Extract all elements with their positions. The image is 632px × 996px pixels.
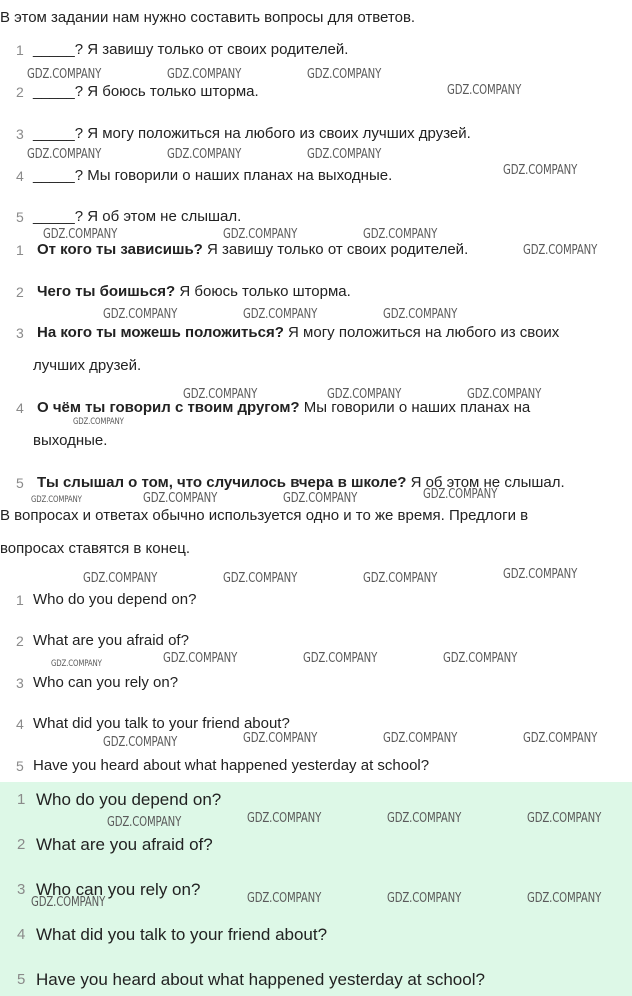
watermark: GDZ.COMPANY — [83, 571, 158, 586]
question-bold: На кого ты можешь положиться? — [37, 324, 284, 341]
answer-continuation: выходные. — [33, 432, 108, 449]
list-item: What did you talk to your friend about? — [33, 715, 290, 732]
list-item: Who can you rely on? — [36, 880, 201, 899]
list-number: 1 — [17, 791, 26, 808]
answer-text: Я могу положиться на любого из своих — [283, 324, 560, 341]
list-number: 4 — [16, 400, 24, 416]
list-number: 4 — [17, 926, 26, 943]
watermark: GDZ.COMPANY — [51, 659, 102, 669]
watermark: GDZ.COMPANY — [303, 651, 378, 666]
list-number: 3 — [17, 881, 26, 898]
list-item: _____? Я боюсь только шторма. — [33, 83, 259, 100]
watermark: GDZ.COMPANY — [527, 811, 602, 826]
watermark: GDZ.COMPANY — [167, 67, 242, 82]
list-item — [37, 324, 559, 342]
watermark: GDZ.COMPANY — [103, 735, 178, 750]
list-item: _____? Я завишу только от своих родителей. — [33, 41, 349, 58]
list-item — [37, 399, 530, 417]
answer-text: Я завишу только от своих родителей. — [202, 241, 469, 258]
watermark: GDZ.COMPANY — [73, 417, 124, 427]
list-number: 4 — [16, 168, 24, 184]
list-number: 1 — [16, 42, 24, 58]
list-number: 3 — [16, 675, 24, 691]
question-bold: От кого ты зависишь? — [37, 241, 203, 258]
list-number: 2 — [16, 633, 24, 649]
watermark: GDZ.COMPANY — [283, 491, 358, 506]
watermark: GDZ.COMPANY — [387, 891, 462, 906]
answer-text: Мы говорили о наших планах на — [299, 399, 531, 416]
list-number: 5 — [16, 209, 24, 225]
watermark: GDZ.COMPANY — [423, 487, 498, 502]
watermark: GDZ.COMPANY — [363, 571, 438, 586]
watermark: GDZ.COMPANY — [247, 891, 322, 906]
list-number: 2 — [16, 284, 24, 300]
watermark: GDZ.COMPANY — [443, 651, 518, 666]
watermark: GDZ.COMPANY — [143, 491, 218, 506]
watermark: GDZ.COMPANY — [223, 571, 298, 586]
list-number: 5 — [17, 971, 26, 988]
list-number: 4 — [16, 716, 24, 732]
watermark: GDZ.COMPANY — [363, 227, 438, 242]
intro-text: В этом задании нам нужно составить вопросы для ответов. — [0, 9, 416, 26]
list-item: Who do you depend on? — [36, 790, 222, 809]
list-number: 3 — [16, 325, 24, 341]
list-item — [37, 283, 351, 301]
list-item: What are you afraid of? — [36, 835, 213, 854]
list-item: _____? Мы говорили о наших планах на выходные. — [33, 167, 393, 184]
watermark: GDZ.COMPANY — [31, 495, 82, 505]
watermark: GDZ.COMPANY — [523, 731, 598, 746]
watermark: GDZ.COMPANY — [27, 147, 102, 162]
list-item: Have you heard about what happened yesterday at school? — [36, 970, 485, 989]
question-bold: Ты слышал о том, что случилось вчера в школе? — [37, 474, 407, 491]
watermark: GDZ.COMPANY — [387, 811, 462, 826]
watermark: GDZ.COMPANY — [467, 387, 542, 402]
watermark: GDZ.COMPANY — [163, 651, 238, 666]
list-item: _____? Я могу положиться на любого из своих лучших друзей. — [33, 125, 471, 142]
answer-continuation: лучших друзей. — [33, 357, 142, 374]
answer-text: Я боюсь только шторма. — [175, 283, 351, 300]
list-item: Who can you rely on? — [33, 674, 179, 691]
note-line-2: вопросах ставятся в конец. — [0, 540, 191, 557]
list-number: 3 — [16, 126, 24, 142]
list-item: What are you afraid of? — [33, 632, 189, 649]
list-number: 5 — [16, 758, 24, 774]
watermark: GDZ.COMPANY — [503, 163, 578, 178]
list-number: 2 — [17, 836, 26, 853]
watermark: GDZ.COMPANY — [103, 307, 178, 322]
watermark: GDZ.COMPANY — [527, 891, 602, 906]
watermark: GDZ.COMPANY — [247, 811, 322, 826]
watermark: GDZ.COMPANY — [447, 83, 522, 98]
watermark: GDZ.COMPANY — [307, 147, 382, 162]
watermark: GDZ.COMPANY — [31, 895, 106, 910]
list-item — [37, 241, 468, 259]
watermark: GDZ.COMPANY — [43, 227, 118, 242]
watermark: GDZ.COMPANY — [503, 567, 578, 582]
watermark: GDZ.COMPANY — [167, 147, 242, 162]
list-item: Have you heard about what happened yesterday at school? — [33, 757, 430, 774]
watermark: GDZ.COMPANY — [223, 227, 298, 242]
watermark: GDZ.COMPANY — [243, 307, 318, 322]
watermark: GDZ.COMPANY — [27, 67, 102, 82]
watermark: GDZ.COMPANY — [307, 67, 382, 82]
list-number: 5 — [16, 475, 24, 491]
watermark: GDZ.COMPANY — [183, 387, 258, 402]
question-bold: Чего ты боишься? — [37, 283, 176, 300]
watermark: GDZ.COMPANY — [107, 815, 182, 830]
watermark: GDZ.COMPANY — [523, 243, 598, 258]
list-item: What did you talk to your friend about? — [36, 925, 328, 944]
answer-text: Я об этом не слышал. — [406, 474, 565, 491]
question-bold: О чём ты говорил с твоим другом? — [37, 399, 300, 416]
watermark: GDZ.COMPANY — [383, 307, 458, 322]
watermark: GDZ.COMPANY — [327, 387, 402, 402]
watermark: GDZ.COMPANY — [383, 731, 458, 746]
list-number: 1 — [16, 242, 24, 258]
list-number: 1 — [16, 592, 24, 608]
note-line-1: В вопросах и ответах обычно используется одно и то же время. Предлоги в — [0, 507, 529, 524]
list-number: 2 — [16, 84, 24, 100]
list-item: Who do you depend on? — [33, 591, 197, 608]
list-item: _____? Я об этом не слышал. — [33, 208, 242, 225]
watermark: GDZ.COMPANY — [243, 731, 318, 746]
